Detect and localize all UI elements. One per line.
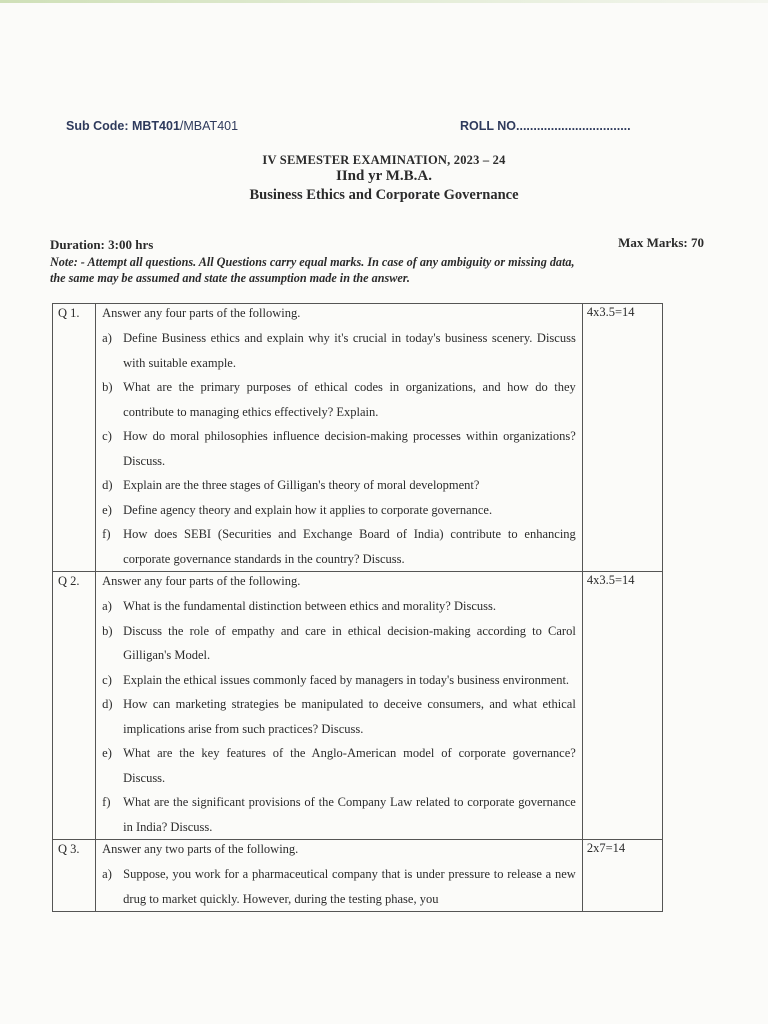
duration: Duration: 3:00 hrs	[50, 237, 154, 252]
roll-no: ROLL NO.................................	[460, 119, 631, 133]
part-text: Explain the ethical issues commonly faced by managers in today's business environment.	[123, 672, 570, 687]
part-label: c)	[102, 429, 112, 443]
max-marks: Max Marks: 70	[618, 235, 704, 250]
subject-title: Business Ethics and Corporate Governance	[249, 187, 519, 203]
part-label: a)	[102, 867, 112, 881]
part-label: f)	[102, 527, 111, 541]
question-body	[96, 304, 583, 572]
question-intro: Answer any four parts of the following.	[102, 574, 301, 588]
part-text: Explain are the three stages of Gilligan's theory of moral development?	[123, 478, 480, 492]
note-line-2: the same may be assumed and state the assumption made in the answer.	[50, 271, 410, 285]
part-label: b)	[102, 623, 113, 638]
part-text: How do moral philosophies influence decision-making processes within organizations? Discuss.	[123, 429, 576, 468]
question-part	[96, 375, 582, 424]
exam-title: IV SEMESTER EXAMINATION, 2023 – 24	[262, 153, 506, 167]
question-part	[96, 424, 582, 473]
question-part	[96, 790, 582, 839]
part-text: Discuss the role of empathy and care in ethical decision-making according to Carol Gilligan's Model.	[123, 623, 576, 662]
part-text: Define agency theory and explain how it applies to corporate governance.	[123, 502, 493, 517]
course-title: IInd yr M.B.A.	[336, 168, 432, 184]
question-part	[96, 741, 582, 790]
sub-code	[66, 119, 238, 133]
part-label: e)	[102, 502, 112, 517]
part-label: d)	[102, 697, 113, 711]
question-number: Q 1.	[53, 304, 96, 572]
note-line-1: Note: - Attempt all questions. All Questions carry equal marks. In case of any ambiguity or missing data,	[50, 255, 575, 269]
part-label: d)	[102, 478, 113, 492]
part-text: How does SEBI (Securities and Exchange Board of India) contribute to enhancing corporate governance standards in the country? Discuss.	[123, 527, 576, 566]
question-part	[96, 619, 582, 668]
instructions-note	[50, 254, 690, 286]
part-label: f)	[102, 795, 111, 809]
part-label: a)	[102, 599, 112, 613]
question-row	[53, 840, 663, 912]
part-text: What is the fundamental distinction between ethics and morality? Discuss.	[123, 599, 496, 613]
sub-code-alt: /MBAT401	[179, 119, 239, 133]
question-body	[96, 572, 583, 840]
part-label: e)	[102, 746, 112, 760]
question-marks: 2x7=14	[582, 840, 662, 912]
part-label: c)	[102, 672, 112, 687]
sub-code-value: MBT401	[131, 119, 180, 133]
question-intro: Answer any two parts of the following.	[102, 842, 299, 856]
part-text: What are the key features of the Anglo-American model of corporate governance? Discuss.	[123, 746, 576, 785]
part-text: Define Business ethics and explain why it's crucial in today's business scenery. Discuss with suitable example.	[123, 331, 576, 370]
question-part	[96, 522, 582, 571]
scan-edge	[0, 0, 768, 3]
question-marks: 4x3.5=14	[582, 304, 662, 572]
sub-code-label: Sub Code:	[66, 119, 129, 133]
question-row	[53, 304, 663, 572]
question-part	[96, 326, 582, 375]
question-part	[96, 473, 582, 498]
part-text: How can marketing strategies be manipulated to deceive consumers, and what ethical implications arise from such practices? Discuss.	[123, 697, 576, 736]
question-table	[52, 303, 663, 912]
question-part	[96, 692, 582, 741]
part-label: a)	[102, 331, 112, 345]
question-body	[96, 840, 583, 912]
question-part	[96, 668, 582, 693]
question-number: Q 3.	[53, 840, 96, 912]
question-part	[96, 862, 582, 911]
part-text: What are the significant provisions of the Company Law related to corporate governance in India? Discuss.	[123, 795, 576, 834]
question-marks: 4x3.5=14	[582, 572, 662, 840]
part-label: b)	[102, 380, 113, 394]
question-part	[96, 594, 582, 619]
part-text: What are the primary purposes of ethical codes in organizations, and how do they contribute to managing ethics effectively? Explain.	[123, 380, 576, 419]
question-number: Q 2.	[53, 572, 96, 840]
question-row	[53, 572, 663, 840]
question-intro: Answer any four parts of the following.	[102, 306, 301, 320]
part-text: Suppose, you work for a pharmaceutical company that is under pressure to release a new drug to market quickly. However, during the testing phase, you	[123, 867, 576, 906]
question-part	[96, 498, 582, 523]
